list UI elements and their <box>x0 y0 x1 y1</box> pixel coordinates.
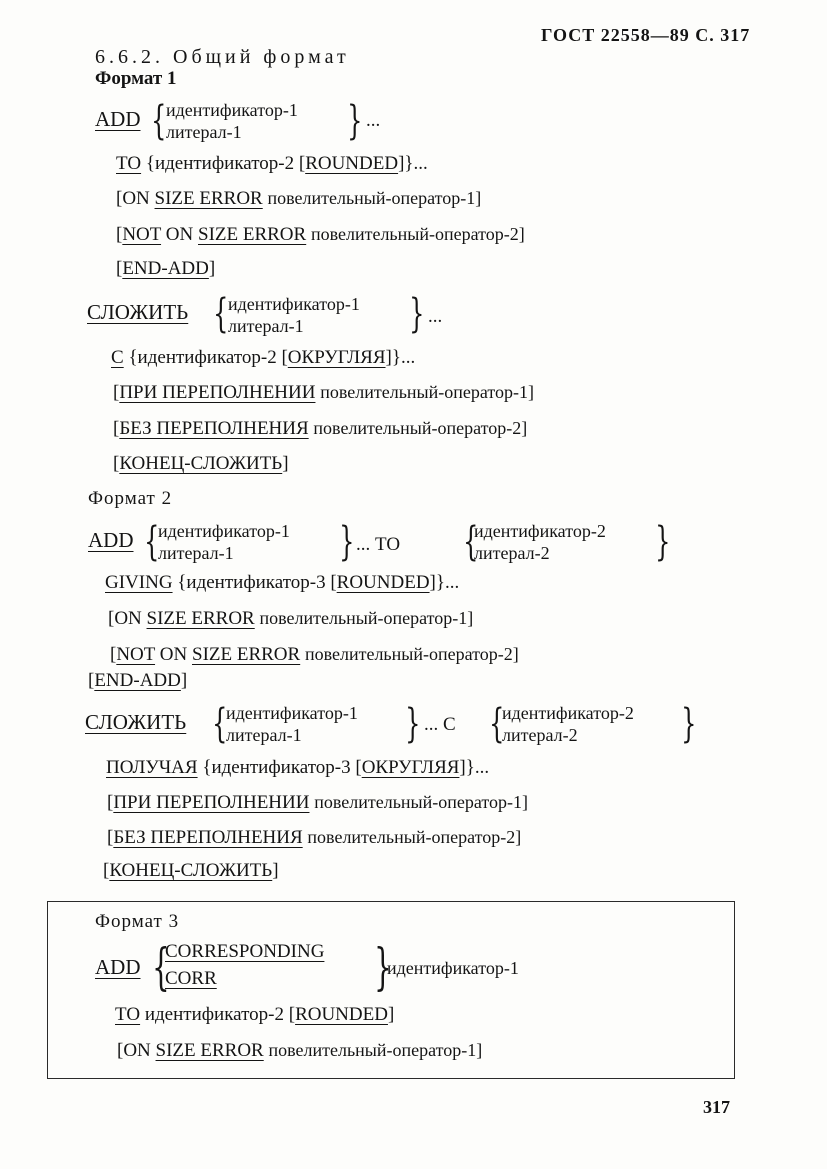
end-add-keyword: END-ADD <box>122 258 209 279</box>
format1-en-right-brace: } <box>347 98 363 144</box>
format2-ru-b1-top: идентификатор-1 <box>226 703 358 723</box>
format2-ru-get-line <box>106 757 489 779</box>
format1-ru-right-brace: } <box>409 291 425 337</box>
bracket-close: ] <box>282 453 289 474</box>
format2-ru-right-brace-2: } <box>681 701 697 747</box>
bracket-close: ] <box>180 670 188 691</box>
format1-ru-brace-top: идентификатор-1 <box>228 294 360 314</box>
c-clause-a: {идентификатор-2 [ <box>128 347 288 368</box>
no-overflow-keyword: БЕЗ ПЕРЕПОЛНЕНИЯ <box>119 418 309 439</box>
c-keyword: С <box>111 347 124 368</box>
bracket-open: [ <box>103 860 110 881</box>
format2-ru-right-brace-1: } <box>405 701 421 747</box>
round-keyword: ОКРУГЛЯЯ <box>287 347 386 368</box>
format1-en-ellipsis: ... <box>366 110 381 131</box>
on-word: ON <box>159 644 188 665</box>
format2-en-verb: ADD <box>88 528 134 552</box>
format1-en-to-line <box>116 153 428 175</box>
format2-ru-verb: СЛОЖИТЬ <box>85 710 187 734</box>
get-clause-a: {идентификатор-3 [ <box>202 757 362 778</box>
format2-ru-b2-top: идентификатор-2 <box>502 703 634 723</box>
format1-ru-brace-bottom: литерал-1 <box>228 316 304 336</box>
format1-ru-overflow-line <box>113 382 534 404</box>
not-keyword: NOT <box>122 224 162 245</box>
size-error-keyword: SIZE ERROR <box>192 644 301 665</box>
format1-en-verb: ADD <box>95 107 141 131</box>
format2-en-left-brace-1: { <box>144 519 160 565</box>
statement-1: повелительный-оператор-1] <box>314 792 529 812</box>
giving-keyword: GIVING <box>105 572 173 593</box>
format3-on-size-line <box>117 1040 482 1062</box>
format2-ru-end-line <box>103 860 279 882</box>
format2-en-left-brace-2: { <box>463 519 479 565</box>
on-word: ON <box>165 224 194 245</box>
bracket-close: ] <box>272 860 279 881</box>
bracket-open: [ <box>107 792 114 813</box>
bracket-open: [ <box>113 453 120 474</box>
format3-left-brace: { <box>152 938 170 996</box>
format3-brace-bottom: CORR <box>165 968 217 989</box>
format2-ru-mid: ... С <box>424 714 456 735</box>
format3-brace-top: CORRESPONDING <box>165 941 325 962</box>
statement-2: повелительный-оператор-2] <box>310 224 525 244</box>
page-number: 317 <box>703 1097 730 1117</box>
format1-ru-c-line <box>111 347 415 369</box>
format3-right-brace: } <box>374 938 392 996</box>
to-clause-a: {идентификатор-2 [ <box>145 153 306 174</box>
format1-ru-left-brace: { <box>213 291 229 337</box>
overflow-keyword: ПРИ ПЕРЕПОЛНЕНИИ <box>113 792 310 813</box>
giving-clause-b: ]}... <box>429 572 460 593</box>
giving-clause-a: {идентификатор-3 [ <box>177 572 337 593</box>
statement-1: повелительный-оператор-1] <box>267 188 482 208</box>
statement-2: повелительный-оператор-2] <box>307 827 522 847</box>
statement-1: повелительный-оператор-1] <box>259 608 474 628</box>
page-header: ГОСТ 22558—89 С. 317 <box>541 25 751 45</box>
rounded-keyword: ROUNDED <box>305 153 399 174</box>
format2-en-b2-top: идентификатор-2 <box>474 521 606 541</box>
format1-en-brace-bottom: литерал-1 <box>166 122 242 142</box>
format1-en-end-line <box>116 258 215 280</box>
format1-en-left-brace: { <box>151 98 167 144</box>
bracket-close: ] <box>208 258 216 279</box>
size-error-keyword: SIZE ERROR <box>154 188 263 209</box>
to-keyword: ТО <box>116 153 142 174</box>
statement-2: повелительный-оператор-2] <box>304 644 519 664</box>
format2-en-giving-line <box>105 572 459 594</box>
bracket-open: [ <box>113 418 120 439</box>
get-clause-b: ]}... <box>459 757 490 778</box>
format2-en-mid: ... ТО <box>356 534 401 555</box>
format2-en-b2-bottom: литерал-2 <box>474 543 550 563</box>
format1-ru-no-overflow-line <box>113 418 527 440</box>
statement-1: повелительный-оператор-1] <box>320 382 535 402</box>
format3-to-line <box>115 1004 394 1026</box>
bracket-open: [ <box>107 827 114 848</box>
round-keyword: ОКРУГЛЯЯ <box>361 757 460 778</box>
statement-1: повелительный-оператор-1] <box>268 1040 483 1060</box>
format1-en-on-size-line <box>116 188 481 210</box>
format2-en-b1-bottom: литерал-1 <box>158 543 234 563</box>
format2-label: Формат 2 <box>88 488 173 509</box>
size-error-keyword: SIZE ERROR <box>146 608 255 629</box>
to-clause-a: идентификатор-2 [ <box>144 1004 296 1025</box>
rounded-keyword: ROUNDED <box>295 1004 388 1025</box>
to-clause-b: ]}... <box>398 153 428 174</box>
on-prefix: [ON <box>117 1040 151 1061</box>
end-add-keyword: КОНЕЦ-СЛОЖИТЬ <box>119 453 283 474</box>
bracket-open: [ <box>113 382 120 403</box>
overflow-keyword: ПРИ ПЕРЕПОЛНЕНИИ <box>119 382 316 403</box>
format2-ru-no-overflow-line <box>107 827 521 849</box>
to-clause-b: ] <box>387 1004 395 1025</box>
get-keyword: ПОЛУЧАЯ <box>106 757 198 778</box>
format2-en-right-brace-2: } <box>655 519 671 565</box>
format1-label: Формат 1 <box>95 68 177 89</box>
to-keyword: ТО <box>115 1004 141 1025</box>
bracket-open: [ <box>88 670 95 691</box>
end-add-keyword: КОНЕЦ-СЛОЖИТЬ <box>109 860 273 881</box>
on-prefix: [ON <box>116 188 150 209</box>
format2-ru-b2-bottom: литерал-2 <box>502 725 578 745</box>
bracket-open: [ <box>116 258 123 279</box>
format2-en-on-size-line <box>108 608 473 630</box>
bracket-open: [ <box>110 644 117 665</box>
end-add-keyword: END-ADD <box>94 670 181 691</box>
format2-ru-overflow-line <box>107 792 528 814</box>
not-keyword: NOT <box>116 644 156 665</box>
format3-verb: ADD <box>95 955 141 979</box>
format2-ru-left-brace-1: { <box>212 701 228 747</box>
c-clause-b: ]}... <box>385 347 416 368</box>
format2-en-b1-top: идентификатор-1 <box>158 521 290 541</box>
format3-label: Формат 3 <box>95 911 180 932</box>
format2-en-end-line <box>88 670 187 692</box>
bracket-open: [ <box>116 224 123 245</box>
section-title: 6.6.2. Общий формат <box>95 46 350 68</box>
format2-en-right-brace-1: } <box>339 519 355 565</box>
rounded-keyword: ROUNDED <box>336 572 430 593</box>
format2-ru-b1-bottom: литерал-1 <box>226 725 302 745</box>
format2-ru-left-brace-2: { <box>489 701 505 747</box>
size-error-keyword: SIZE ERROR <box>198 224 307 245</box>
format1-en-not-size-line <box>116 224 525 246</box>
statement-2: повелительный-оператор-2] <box>313 418 528 438</box>
format3-ident1: идентификатор-1 <box>387 958 519 978</box>
format1-ru-end-line <box>113 453 289 475</box>
format1-en-brace-top: идентификатор-1 <box>166 100 298 120</box>
format1-ru-verb: СЛОЖИТЬ <box>87 300 189 324</box>
size-error-keyword: SIZE ERROR <box>155 1040 264 1061</box>
on-prefix: [ON <box>108 608 142 629</box>
no-overflow-keyword: БЕЗ ПЕРЕПОЛНЕНИЯ <box>113 827 303 848</box>
format1-ru-ellipsis: ... <box>428 306 443 327</box>
format2-en-not-size-line <box>110 644 519 666</box>
